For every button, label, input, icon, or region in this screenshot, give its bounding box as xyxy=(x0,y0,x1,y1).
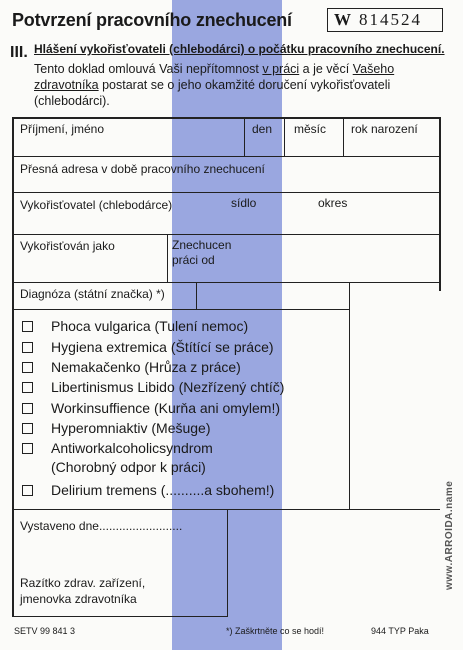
diagnosis-option[interactable] xyxy=(22,419,211,438)
bottom-border xyxy=(12,616,227,617)
row2-bottom xyxy=(12,192,440,193)
label-stamp-line2: jmenovka zdravotníka xyxy=(20,592,137,606)
intro-underlined-1: v práci xyxy=(262,62,300,76)
checkbox[interactable] xyxy=(22,382,33,393)
footer-print-info: 944 TYP Paka xyxy=(371,626,429,636)
section-heading: Hlášení vykořisťovateli (chlebodárci) o počátku pracovního znechucení. xyxy=(34,42,445,56)
diagnosis-option-label: Phoca vulgarica (Tulení nemoc) xyxy=(51,318,249,334)
form-right-border-upper xyxy=(439,117,441,291)
label-incapable-from-line1: Znechucen xyxy=(172,238,232,252)
checkbox[interactable] xyxy=(22,485,33,496)
checkbox[interactable] xyxy=(22,321,33,332)
diagnosis-option-label: Nemakačenko (Hrůza z práce) xyxy=(51,359,241,375)
diagnosis-label-divider xyxy=(196,282,197,310)
footer-note: *) Zaškrtněte co se hodí! xyxy=(226,626,325,636)
label-incapable-from-line2: práci od xyxy=(172,253,215,267)
serial-number: 814524 xyxy=(359,10,422,29)
label-stamp xyxy=(20,575,145,607)
diagnosis-option[interactable] xyxy=(22,358,241,377)
checkbox[interactable] xyxy=(22,443,33,454)
label-name: Příjmení, jméno xyxy=(20,122,105,136)
diagnosis-option[interactable] xyxy=(22,399,280,418)
form-title: Potvrzení pracovního znechucení xyxy=(12,10,292,30)
divider-year xyxy=(343,117,344,156)
checkbox[interactable] xyxy=(22,362,33,373)
diagnosis-option-label: Delirium tremens (..........a sbohem!) xyxy=(51,482,275,498)
label-issued: Vystaveno dne......................... xyxy=(20,519,183,533)
divider-day xyxy=(244,117,245,156)
row1-bottom xyxy=(12,156,440,157)
intro-part-3: postarat se o jeho okamžité doručení vykořisťovateli (chlebodárci). xyxy=(34,78,391,108)
label-day: den xyxy=(252,122,273,136)
divider-employed-as xyxy=(167,234,168,282)
diagnosis-option-line2: (Chorobný odpor k práci) xyxy=(51,459,206,475)
checkbox[interactable] xyxy=(22,423,33,434)
label-incapable-from xyxy=(172,238,231,268)
footer-form-code: SETV 99 841 3 xyxy=(14,626,76,636)
divider-month xyxy=(284,117,285,156)
label-seat: sídlo xyxy=(231,196,257,210)
label-diagnosis: Diagnóza (státní značka) *) xyxy=(20,287,165,301)
diagnosis-option-label xyxy=(51,439,213,477)
diagnosis-bottom xyxy=(12,509,440,510)
serial-number-box xyxy=(327,8,443,32)
label-district: okres xyxy=(318,196,348,210)
diagnosis-option[interactable] xyxy=(22,378,284,397)
diagnosis-option-line1: Antiworkalcoholicsyndrom xyxy=(51,440,213,456)
diagnosis-option[interactable] xyxy=(22,338,274,357)
label-month: měsíc xyxy=(294,122,327,136)
section-number: III. xyxy=(10,44,28,61)
label-address: Přesná adresa v době pracovního znechucení xyxy=(20,162,265,176)
diagnosis-option[interactable] xyxy=(22,317,248,336)
label-stamp-line1: Razítko zdrav. zařízení, xyxy=(20,576,146,590)
site-watermark: www.ARROIDA.name xyxy=(444,480,455,590)
bottom-divider xyxy=(227,509,228,617)
serial-prefix: W xyxy=(334,10,351,29)
intro-text xyxy=(34,61,444,109)
form-top-border xyxy=(12,117,440,119)
label-employed-as: Vykořisťován jako xyxy=(20,239,115,253)
intro-part-2: a je věcí xyxy=(299,62,353,76)
intro-underlined-2: Vašeho zdravotníka xyxy=(34,62,395,92)
row4-bottom xyxy=(12,282,440,283)
diagnosis-option[interactable] xyxy=(22,439,213,477)
checkbox[interactable] xyxy=(22,342,33,353)
diagnosis-option-label: Libertinismus Libido (Nezřízený chtíč) xyxy=(51,379,285,395)
diagnosis-option-label: Workinsuffience (Kurňa ani omylem!) xyxy=(51,400,281,416)
diagnosis-option-label: Hyperomniaktiv (Mešuge) xyxy=(51,420,211,436)
checkbox[interactable] xyxy=(22,403,33,414)
diagnosis-label-bottom xyxy=(12,309,350,310)
row3-bottom xyxy=(12,234,440,235)
diagnosis-option-label: Hygiena extremica (Štítící se práce) xyxy=(51,339,274,355)
label-birth-year: rok narození xyxy=(351,122,418,136)
intro-part-1: Tento doklad omlouvá Vaši nepřítomnost xyxy=(34,62,263,76)
diagnosis-option[interactable] xyxy=(22,481,274,500)
label-employer: Vykořisťovatel (chlebodárce) xyxy=(20,198,173,212)
diagnosis-right-border xyxy=(349,282,350,510)
